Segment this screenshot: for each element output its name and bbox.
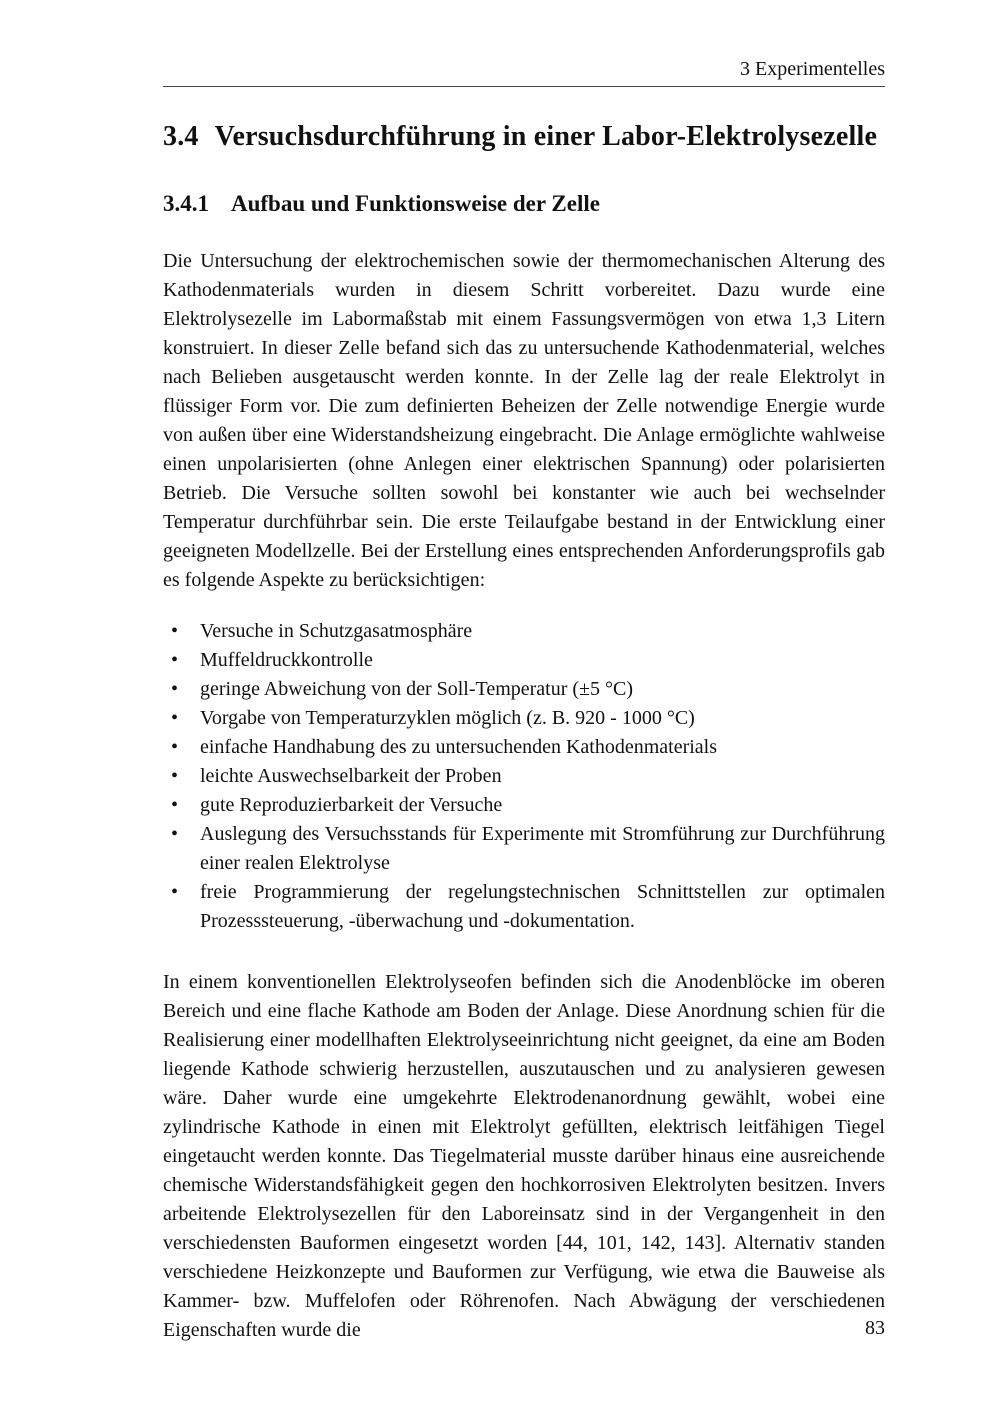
list-item-text: freie Programmierung der regelungstechnischen Schnittstellen zur optimalen Prozesssteuerung, -überwachung und -dokumentation. [200, 881, 885, 932]
list-item-text: Auslegung des Versuchsstands für Experimente mit Stromführung zur Durchführung einer realen Elektrolyse [200, 823, 885, 874]
list-item-text: Muffeldruckkontrolle [200, 649, 373, 671]
list-item [163, 762, 885, 791]
list-item [163, 878, 885, 936]
list-item-text: gute Reproduzierbarkeit der Versuche [200, 794, 503, 816]
bullet-icon: • [171, 736, 179, 758]
running-header [163, 0, 885, 87]
list-item-text: Vorgabe von Temperaturzyklen möglich (z. B. 920 - 1000 °C) [200, 707, 695, 729]
page-number: 83 [865, 1317, 885, 1339]
list-item [163, 704, 885, 733]
bullet-icon: • [171, 794, 179, 816]
subsection-heading [163, 191, 885, 217]
list-item [163, 733, 885, 762]
list-item [163, 820, 885, 878]
bullet-icon: • [171, 823, 179, 845]
list-item [163, 617, 885, 646]
bullet-icon: • [171, 649, 179, 671]
paragraph-1: Die Untersuchung der elektrochemischen sowie der thermomechanischen Alterung des Kathodenmaterials wurden in diesem Schritt vorbereitet. Dazu wurde eine Elektrolysezelle im Labormaßstab mit einem Fassungsvermögen von etwa 1,3 Litern konstruiert. In dieser Zelle befand sich das zu untersuchende Kathodenmaterial, welches nach Belieben ausgetauscht werden konnte. In der Zelle lag der reale Elektrolyt in flüssiger Form vor. Die zum definierten Beheizen der Zelle notwendige Energie wurde von außen über eine Widerstandsheizung eingebracht. Die Anlage ermöglichte wahlweise einen unpolarisierten (ohne Anlegen einer elektrischen Spannung) oder polarisierten Betrieb. Die Versuche sollten sowohl bei konstanter wie auch bei wechselnder Temperatur durchführbar sein. Die erste Teilaufgabe bestand in der Entwicklung einer geeigneten Modellzelle. Bei der Erstellung eines entsprechenden Anforderungsprofils gab es folgende Aspekte zu berücksichtigen: [163, 250, 885, 591]
running-header-text: 3 Experimentelles [740, 58, 885, 80]
paragraph-2: In einem konventionellen Elektrolyseofen befinden sich die Anodenblöcke im oberen Bereich und eine flache Kathode am Boden der Anlage. Diese Anordnung schien für die Realisierung einer modellhaften Elektrolyseeinrichtung nicht geeignet, da eine am Boden liegende Kathode schwierig herzustellen, auszutauschen und zu analysieren gewesen wäre. Daher wurde eine umgekehrte Elektrodenanordnung gewählt, wobei eine zylindrische Kathode in einen mit Elektrolyt gefüllten, elektrisch leitfähigen Tiegel eingetaucht werden konnte. Das Tiegelmaterial musste darüber hinaus eine ausreichende chemische Widerstandsfähigkeit gegen den hochkorrosiven Elektrolyten besitzen. Invers arbeitende Elektrolysezellen für den Laboreinsatz sind in der Vergangenheit in den verschiedensten Bauformen eingesetzt worden [44, 101, 142, 143]. Alternativ standen verschiedene Heizkonzepte und Bauformen zur Verfügung, wie etwa die Bauweise als Kammer- bzw. Muffelofen oder Röhrenofen. Nach Abwägung der verschiedenen Eigenschaften wurde die [163, 971, 885, 1341]
list-item-text: Versuche in Schutzgasatmosphäre [200, 620, 473, 642]
requirements-list [163, 617, 885, 936]
bullet-icon: • [171, 881, 179, 903]
list-item-text: geringe Abweichung von der Soll-Temperatur (±5 °C) [200, 678, 634, 700]
bullet-icon: • [171, 620, 179, 642]
section-number: 3.4 [163, 121, 199, 152]
list-item-text: einfache Handhabung des zu untersuchenden Kathodenmaterials [200, 736, 718, 758]
bullet-icon: • [171, 707, 179, 729]
subsection-title: Aufbau und Funktionsweise der Zelle [231, 191, 600, 216]
list-item [163, 675, 885, 704]
bullet-icon: • [171, 765, 179, 787]
list-item-text: leichte Auswechselbarkeit der Proben [200, 765, 502, 787]
section-heading [163, 121, 885, 153]
list-item [163, 646, 885, 675]
section-title: Versuchsdurchführung in einer Labor-Elektrolysezelle [214, 121, 878, 152]
bullet-icon: • [171, 678, 179, 700]
list-item [163, 791, 885, 820]
page-content [163, 0, 885, 1345]
subsection-number: 3.4.1 [163, 191, 209, 216]
